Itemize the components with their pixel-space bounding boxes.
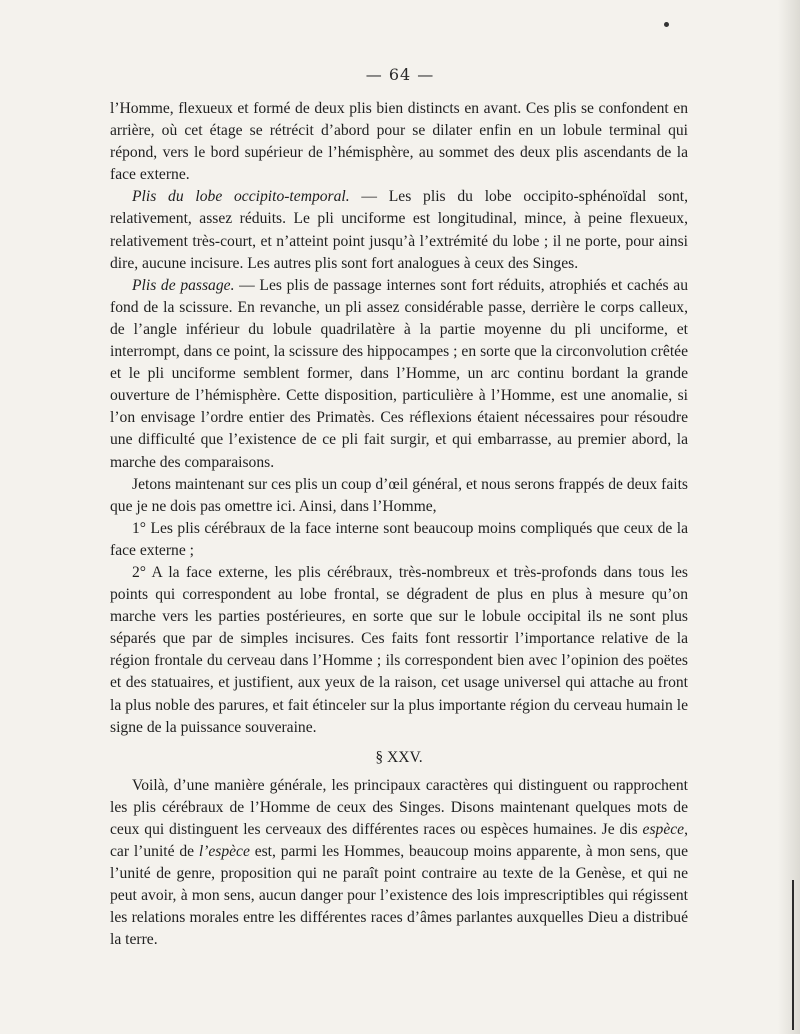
paragraph-body: Voilà, d’une manière générale, les principaux caractères qui distinguent ou rapprochent les plis cérébraux de l’Homme de ceux des Singes. Disons maintenant quelques mots de ceux qui distinguent les cerveaux des différentes races ou espèces humaines. Je dis <box>110 776 688 838</box>
paragraph-body: est, parmi les Hommes, beaucoup moins apparente, à mon sens, que l’unité de genre, proposition qui ne paraît point contraire au texte de la Genèse, et qui ne peut avoir, à mon sens, aucun danger pour l’existence des lois imprescriptibles qui régissent les relations morales entre les différentes races d’âmes parlantes auxquelles Dieu a distribué la terre. <box>110 843 688 949</box>
paragraph-body: — Les plis de passage internes sont fort réduits, atrophiés et cachés au fond de la scissure. En revanche, un pli assez considérable passe, derrière le corps calleux, de l’angle inférieur du lobule quadrilatère à la partie moyenne du pli unciforme, et interrompt, dans ce point, la scissure des hippocampes ; en sorte que la circonvolution crêtée et le pli unciforme semblent former, dans l’Homme, un arc continu bordant la grande ouverture de l’hémisphère. Cette disposition, particulière à l’Homme, est une anomalie, si l’on envisage l’ordre entier des Primatès. Ces réflexions étaient nécessaires pour résoudre une difficulté que l’existence de ce pli fait surgir, et qui embarrasse, au premier abord, la marche des comparaisons. <box>110 276 688 471</box>
page-edge-line <box>792 880 794 1030</box>
paragraph-body: — Les plis du lobe occipito-sphénoïdal sont, relativement, assez réduits. Le pli unciforme est longitudinal, mince, à peine flexueux, relativement très-court, et n’atteint point jusqu’à l’extrémité du lobe ; il ne porte, pour ainsi dire, aucune incisure. Les autres plis sont fort analogues à ceux des Singes. <box>110 188 688 272</box>
paragraph-title: Plis de passage. <box>132 276 235 294</box>
page-edge-shadow <box>778 0 800 1034</box>
emphasis: l’espèce <box>198 843 250 861</box>
paragraph-coup-d-oeil: Jetons maintenant sur ces plis un coup d’œil général, et nous serons frappés de deux faits que je ne dois pas omettre ici. Ainsi, dans l’Homme, <box>110 475 688 515</box>
section-heading: § XXV. <box>375 748 423 766</box>
paragraph-final <box>110 775 688 952</box>
paragraph-point-1: 1° Les plis cérébraux de la face interne sont beaucoup moins compliqués que ceux de la face externe ; <box>110 519 688 559</box>
body-text <box>110 98 688 952</box>
paragraph-title: Plis du lobe occipito-temporal. <box>132 188 350 206</box>
ink-speck <box>664 22 669 27</box>
paragraph-plis-de-passage <box>110 275 688 474</box>
paragraph-continuation: l’Homme, flexueux et formé de deux plis bien distincts en avant. Ces plis se confondent en arrière, où cet étage se rétrécit d’abord pour se dilater enfin en un lobule terminal qui répond, vers le bord supérieur de l’hémisphère, au sommet des deux plis ascendants de la face externe. <box>110 100 688 184</box>
paragraph-body: , car l’unité de <box>110 821 688 861</box>
page-number: — 64 — <box>365 65 435 84</box>
paragraph-point-2: 2° A la face externe, les plis cérébraux, très-nombreux et très-profonds dans tous les points qui correspondent au lobe frontal, se dégradent de plus en plus à mesure qu’on marche vers les parties postérieures, en sorte que sur le lobule occipital ils ne sont plus séparés que par de simples incisures. Ces faits font ressortir l’importance relative de la région frontale du cerveau dans l’Homme ; ils correspondent bien avec l’opinion des poëtes et des statuaires, et justifient, aux yeux de la raison, cet usage universel qui attache au front la plus noble des parures, et fait étinceler sur la plus importante région du cerveau humain le signe de la puissance souveraine. <box>110 563 688 736</box>
emphasis: espèce <box>642 821 685 838</box>
paragraph-occipito-temporal <box>110 186 688 274</box>
